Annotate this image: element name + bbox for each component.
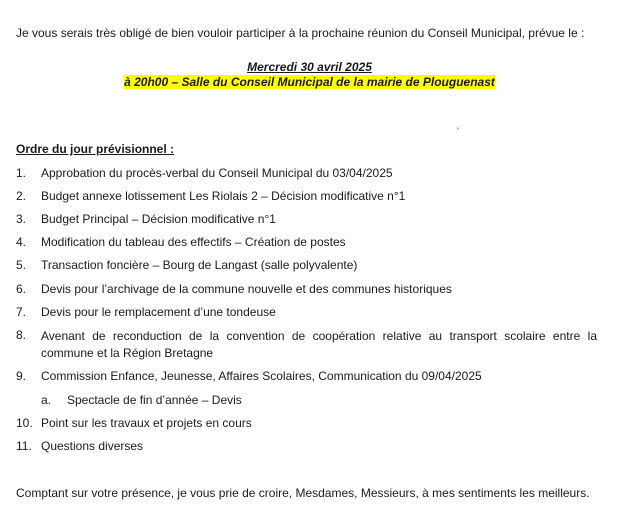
closing-paragraph: Comptant sur votre présence, je vous prie de croire, Mesdames, Messieurs, à mes sentiments les meilleurs. bbox=[16, 486, 590, 500]
sub-item-letter: a. bbox=[41, 393, 52, 407]
sub-item-text: Spectacle de fin d’année – Devis bbox=[67, 393, 242, 407]
item-number: 3. bbox=[16, 212, 27, 226]
item-text: Budget Principal – Décision modificative n°1 bbox=[41, 212, 276, 226]
item-text: Avenant de reconduction de la convention de coopération relative au transport scolaire entre la commune et la Région Bretagne bbox=[41, 329, 597, 360]
item-text: Devis pour l’archivage de la commune nouvelle et des communes historiques bbox=[41, 282, 452, 296]
item-text: Questions diverses bbox=[41, 439, 144, 453]
item-number: 4. bbox=[16, 235, 27, 249]
item-number: 2. bbox=[16, 189, 27, 203]
meeting-time-place-text: à 20h00 – Salle du Conseil Municipal de la mairie de Plouguenast bbox=[124, 75, 495, 89]
item-number: 6. bbox=[16, 282, 27, 296]
item-text: Approbation du procès-verbal du Conseil Municipal du 03/04/2025 bbox=[41, 166, 393, 180]
item-text: Commission Enfance, Jeunesse, Affaires Scolaires, Communication du 09/04/2025 bbox=[41, 369, 482, 383]
item-text: Modification du tableau des effectifs – Création de postes bbox=[41, 235, 346, 249]
stray-mark: ' bbox=[457, 126, 459, 136]
item-text: Budget annexe lotissement Les Riolais 2 – Décision modificative n°1 bbox=[41, 189, 406, 203]
item-number: 10. bbox=[16, 416, 33, 430]
meeting-date-text: Mercredi 30 avril 2025 bbox=[247, 60, 372, 74]
item-text: Point sur les travaux et projets en cours bbox=[41, 416, 252, 430]
item-text: Transaction foncière – Bourg de Langast (salle polyvalente) bbox=[41, 258, 358, 272]
item-number: 7. bbox=[16, 305, 27, 319]
item-number: 1. bbox=[16, 166, 27, 180]
meeting-date bbox=[0, 60, 619, 74]
item-number: 5. bbox=[16, 258, 27, 272]
item-number: 8. bbox=[16, 328, 27, 342]
agenda-heading bbox=[16, 142, 174, 156]
meeting-time-place bbox=[0, 75, 619, 89]
item-number: 9. bbox=[16, 369, 27, 383]
intro-paragraph: Je vous serais très obligé de bien vouloir participer à la prochaine réunion du Conseil Municipal, prévue le : bbox=[16, 26, 585, 40]
item-text: Devis pour le remplacement d’une tondeuse bbox=[41, 305, 276, 319]
item-number: 11. bbox=[16, 439, 32, 453]
agenda-heading-text: Ordre du jour prévisionnel : bbox=[16, 142, 175, 156]
